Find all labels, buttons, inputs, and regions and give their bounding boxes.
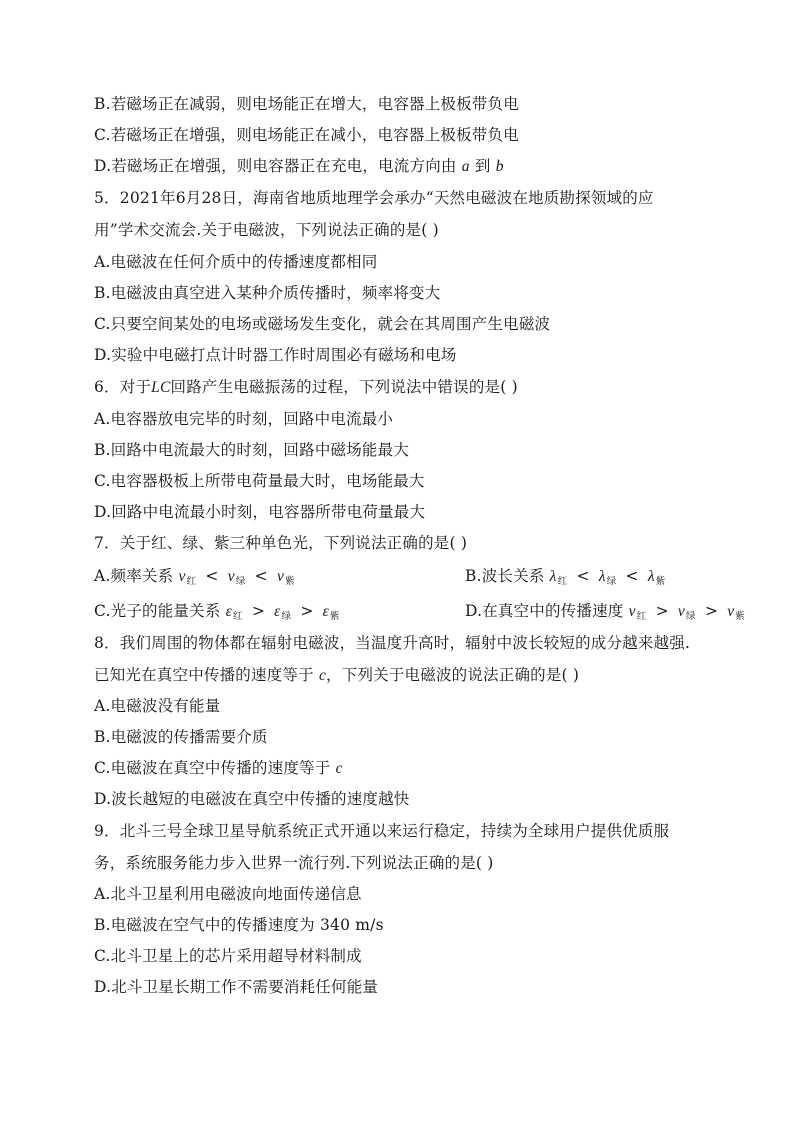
q7-a-op-1: < <box>205 567 219 585</box>
q7-option-c-label: C.光子的能量关系 <box>94 602 221 620</box>
q7-option-c <box>94 602 340 620</box>
q5-option-c: C.只要空间某处的电场或磁场发生变化，就会在其周围产生电磁波 <box>94 315 551 333</box>
q7-b-sym-1: λ <box>549 568 557 585</box>
q5-option-b: B.电磁波由真空进入某种介质传播时，频率将变大 <box>94 284 441 302</box>
q6-option-b: B.回路中电流最大的时刻，回路中磁场能最大 <box>94 441 410 459</box>
q7-b-sub-1: 红 <box>557 576 568 587</box>
q7-b-sub-3: 紫 <box>655 576 666 587</box>
q7-c-sub-1: 红 <box>233 611 243 622</box>
q7-c-op-2: > <box>300 602 314 620</box>
q4-option-d-mid: 到 <box>474 157 491 175</box>
q6-stem-post: 回路产生电磁振荡的过程，下列说法中错误的是( ) <box>170 378 518 396</box>
q9-option-b-unit: m/s <box>355 916 384 934</box>
q7-d-sub-3: 紫 <box>735 611 745 622</box>
q5-option-a: A.电磁波在任何介质中的传播速度都相同 <box>94 253 378 271</box>
q8-option-c-text: C.电磁波在真空中传播的速度等于 <box>94 759 331 777</box>
q5-stem-line2: 用”学术交流会.关于电磁波，下列说法正确的是( ) <box>94 221 439 239</box>
q7-a-sym-1: ν <box>178 568 186 585</box>
q7-option-a <box>94 567 295 585</box>
q7-d-sym-2: v <box>677 603 686 620</box>
q7-stem: 7．关于红、绿、紫三种单色光，下列说法正确的是( ) <box>94 534 468 552</box>
q8-stem-line2-pre: 已知光在真空中传播的速度等于 <box>94 666 314 684</box>
q9-option-a: A.北斗卫星利用电磁波向地面传递信息 <box>94 885 362 903</box>
q7-c-sym-2: ε <box>274 603 281 620</box>
q6-option-a: A.电容器放电完毕的时刻，回路中电流最小 <box>94 410 394 428</box>
q8-option-a: A.电磁波没有能量 <box>94 697 221 715</box>
q7-b-sym-3: λ <box>647 568 655 585</box>
q7-c-sym-1: ε <box>225 603 232 620</box>
q6-option-d: D.回路中电流最小时刻，电容器所带电荷量最大 <box>94 503 426 521</box>
q7-d-sub-1: 红 <box>636 611 647 622</box>
q8-option-b: B.电磁波的传播需要介质 <box>94 728 268 746</box>
q7-option-row-1 <box>94 566 666 592</box>
q7-b-sym-2: λ <box>598 568 606 585</box>
q9-option-c: C.北斗卫星上的芯片采用超导材料制成 <box>94 947 362 965</box>
q7-d-op-2: > <box>704 602 719 620</box>
q8-stem-line2-c: c <box>318 667 327 684</box>
q7-a-sym-3: ν <box>277 568 285 585</box>
q7-b-sub-2: 绿 <box>606 576 617 587</box>
q8-stem-line1: 8．我们周围的物体都在辐射电磁波，当温度升高时，辐射中波长较短的成分越来越强. <box>94 634 691 652</box>
q8-stem-line2-post: ，下列关于电磁波的说法正确的是( ) <box>326 666 580 684</box>
q8-stem-line2 <box>94 665 579 686</box>
q7-a-op-2: < <box>254 567 268 585</box>
q9-option-d: D.北斗卫星长期工作不需要消耗任何能量 <box>94 978 379 996</box>
q7-d-sub-2: 绿 <box>686 611 696 622</box>
q4-option-d-a: a <box>461 158 470 175</box>
q7-b-op-1: < <box>576 567 590 585</box>
q6-option-c: C.电容器极板上所带电荷量最大时，电场能最大 <box>94 472 425 490</box>
q7-option-b-label: B.波长关系 <box>465 567 545 585</box>
q9-option-b-text: B.电磁波在空气中的传播速度为 340 <box>94 916 356 934</box>
q4-option-d <box>94 156 504 177</box>
q7-a-sub-3: 紫 <box>285 576 295 587</box>
q7-a-sym-2: ν <box>227 568 235 585</box>
q9-option-b <box>94 915 384 935</box>
q7-d-sym-1: v <box>628 603 636 620</box>
q8-option-c <box>94 758 343 779</box>
q7-option-row-2 <box>94 601 745 627</box>
q7-a-sub-2: 绿 <box>235 576 246 587</box>
q8-option-c-c: c <box>335 760 343 777</box>
q6-stem-pre: 6．对于 <box>94 378 152 396</box>
q7-c-sym-3: ε <box>322 603 329 620</box>
q7-option-a-label: A.频率关系 <box>94 567 174 585</box>
q5-stem-line1: 5．2021年6月28日，海南省地质地理学会承办“天然电磁波在地质勘探领域的应 <box>94 189 654 207</box>
q4-option-d-text: D.若磁场正在增强，则电容器正在充电，电流方向由 <box>94 157 457 175</box>
q6-stem-lc: LC <box>151 379 171 396</box>
q5-option-d: D.实验中电磁打点计时器工作时周围必有磁场和电场 <box>94 346 457 364</box>
q7-c-op-1: > <box>251 602 266 620</box>
q7-b-op-2: < <box>625 567 639 585</box>
q6-stem <box>94 377 518 398</box>
q7-option-d-label: D.在真空中的传播速度 <box>465 602 624 620</box>
q9-stem-line2: 务，系统服务能力步入世界一流行列.下列说法正确的是( ) <box>94 854 494 872</box>
q7-c-sub-3: 紫 <box>329 611 340 622</box>
q4-option-b: B.若磁场正在减弱，则电场能正在增大，电容器上极板带负电 <box>94 95 519 113</box>
q7-d-op-1: > <box>655 602 669 620</box>
q7-option-b <box>465 566 665 592</box>
q7-a-sub-1: 红 <box>186 576 197 587</box>
q7-option-d <box>465 601 745 627</box>
q7-d-sym-3: v <box>727 603 735 620</box>
q8-option-d: D.波长越短的电磁波在真空中传播的速度越快 <box>94 790 410 808</box>
q9-stem-line1: 9．北斗三号全球卫星导航系统正式开通以来运行稳定，持续为全球用户提供优质服 <box>94 822 670 840</box>
q7-c-sub-2: 绿 <box>281 611 292 622</box>
q4-option-c: C.若磁场正在增强，则电场能正在减小，电容器上极板带负电 <box>94 126 519 144</box>
q4-option-d-b: b <box>495 158 504 175</box>
